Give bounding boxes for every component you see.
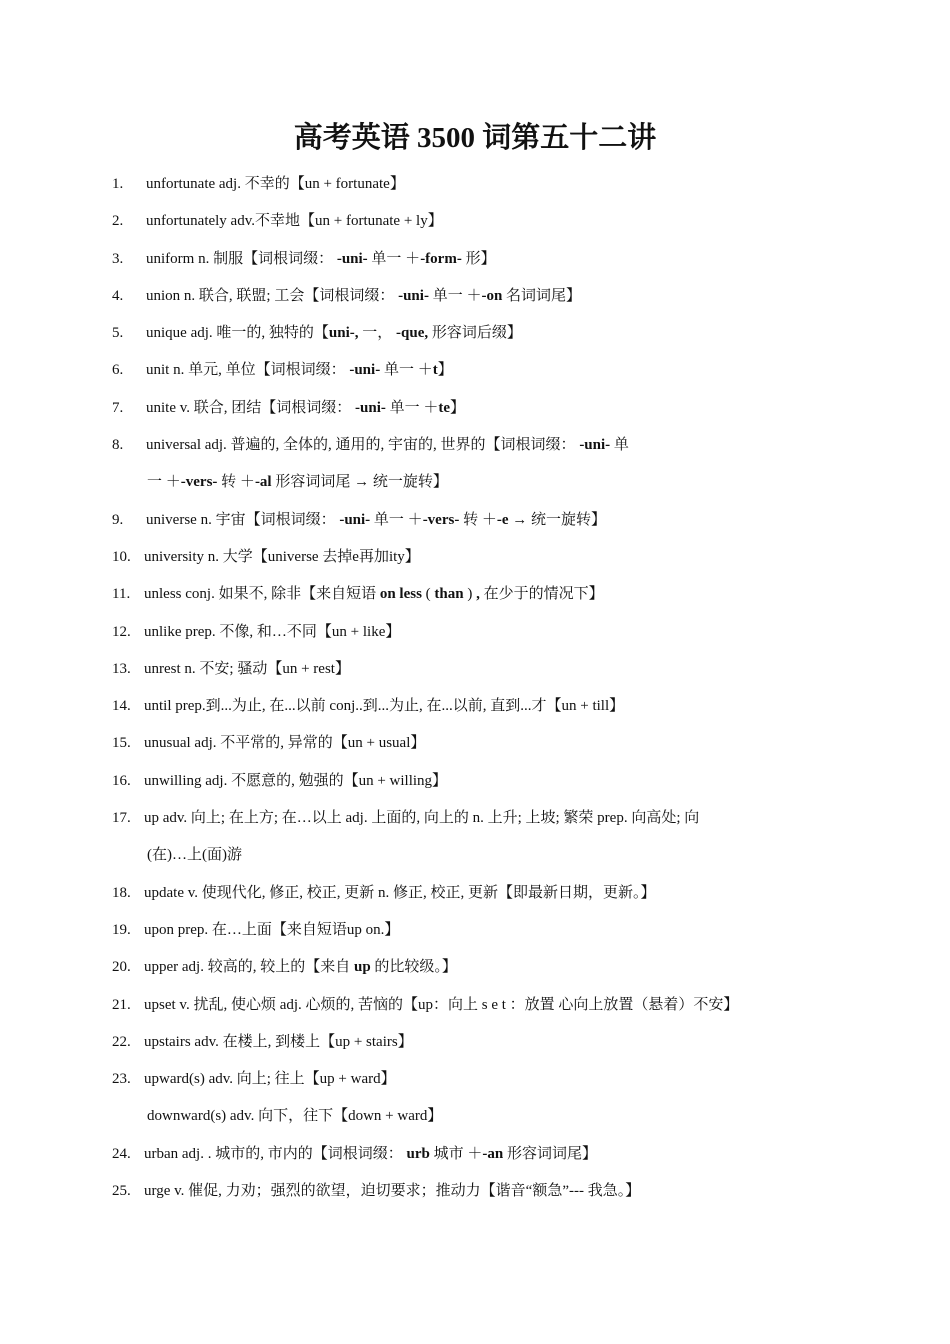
- entry-text: unlike prep. 不像, 和…不同【un + like】: [144, 623, 401, 640]
- entry-text: 形容词后缀】: [428, 325, 522, 342]
- entry-text: 】: [450, 399, 466, 416]
- entry-text: union n. 联合, 联盟; 工会【词根词缀：: [146, 287, 399, 304]
- entry-root-bold: ,: [476, 586, 480, 603]
- entry-text: 形容词词尾】: [503, 1145, 597, 1162]
- entry-root-bold: -e: [496, 511, 509, 528]
- entry-root-bold: -uni-: [336, 250, 368, 267]
- vocab-entry-continuation: [112, 837, 892, 874]
- entry-root-bold: on less: [379, 586, 422, 603]
- entry-text: 城市 ＋: [429, 1145, 483, 1162]
- vocab-entry: [112, 203, 892, 240]
- entry-text: 】: [437, 362, 453, 379]
- entry-text: unless conj. 如果不, 除非【来自短语: [144, 586, 380, 603]
- vocab-entry: [112, 875, 892, 912]
- entry-text: 一 ＋: [147, 474, 181, 491]
- entry-number: 22.: [112, 1033, 131, 1050]
- vocab-entry: [112, 800, 892, 837]
- entry-root-bold: up: [353, 959, 371, 976]
- vocab-entry: [112, 1136, 892, 1173]
- entry-text: upward(s) adv. 向上; 往上【up + ward】: [144, 1071, 396, 1088]
- entry-text: 形容词词尾 → 统一旋转】: [271, 474, 448, 491]
- entry-text: upset v. 扰乱, 使心烦 adj. 心烦的, 苦恼的【up：向上 s e t ：放置 心向上放置（悬着）不安】: [144, 996, 739, 1013]
- vocab-entry: [112, 1061, 892, 1098]
- entry-root-bold: -que,: [396, 325, 429, 342]
- vocab-entry: [112, 651, 892, 688]
- entry-text: uniform n. 制服【词根词缀：: [146, 250, 337, 267]
- entry-root-bold: -al: [254, 474, 272, 491]
- vocab-entry: [112, 315, 892, 352]
- entry-number: 23.: [112, 1071, 131, 1088]
- entry-number: 10.: [112, 548, 131, 565]
- entry-text: ): [463, 586, 477, 603]
- entry-text: 在少于的情况下】: [479, 586, 604, 603]
- entry-number: 5.: [112, 325, 124, 342]
- entry-root-bold: -an: [482, 1145, 504, 1162]
- vocab-entry: [112, 502, 892, 539]
- entry-text: (在)…上(面)游: [147, 847, 242, 864]
- entry-text: 形】: [461, 250, 496, 267]
- entry-text: 单一 ＋: [380, 362, 433, 379]
- entry-text: 转 ＋: [459, 511, 497, 528]
- entry-text: until prep.到...为止, 在...以前 conj..到...为止, 在...以前, 直到...才【un + till】: [144, 698, 625, 715]
- entry-text: upon prep. 在…上面【来自短语up on.】: [144, 921, 400, 938]
- entry-text: 的比较级。】: [370, 959, 457, 976]
- vocab-entry: [112, 427, 892, 464]
- entry-text: upper adj. 较高的, 较上的【来自: [144, 959, 354, 976]
- vocab-entry: [112, 390, 892, 427]
- entry-text: 一，: [358, 325, 397, 342]
- page-title: 高考英语 3500 词第五十二讲: [293, 122, 657, 154]
- entry-number: 16.: [112, 772, 131, 789]
- entry-number: 24.: [112, 1145, 131, 1162]
- entry-root-bold: -uni-: [339, 511, 371, 528]
- entry-root-bold: t: [432, 362, 438, 379]
- entry-text: unite v. 联合, 团结【词根词缀：: [146, 399, 356, 416]
- entry-text: 转 ＋: [217, 474, 255, 491]
- vocab-entry: [112, 278, 892, 315]
- entry-text: university n. 大学【universe 去掉e再加ity】: [144, 548, 420, 565]
- entry-number: 1.: [112, 176, 124, 192]
- entry-number: 4.: [112, 287, 124, 304]
- entry-number: 20.: [112, 959, 131, 976]
- entry-number: 11.: [112, 586, 131, 603]
- entry-root-bold: -uni-: [579, 437, 611, 454]
- entry-root-bold: -uni-: [355, 399, 386, 416]
- entry-text: universe n. 宇宙【词根词缀：: [146, 511, 340, 528]
- entry-text: urge v. 催促, 力劝；强烈的欲望，迫切要求；推动力【谐音“额急”--- 我急。】: [144, 1183, 641, 1200]
- entry-root-bold: -form-: [420, 250, 462, 267]
- entry-root-bold: than: [434, 586, 464, 603]
- entry-text: unwilling adj. 不愿意的, 勉强的【un + willing】: [144, 772, 448, 789]
- entry-root-bold: -vers-: [180, 474, 218, 491]
- vocab-entry: [112, 1024, 892, 1061]
- entry-root-bold: urb: [406, 1145, 430, 1162]
- vocab-entry-continuation: [112, 464, 892, 501]
- vocab-entry: [112, 725, 892, 762]
- entry-root-bold: uni-,: [328, 325, 359, 342]
- entry-text: → 统一旋转】: [508, 511, 607, 528]
- entry-number: 13.: [112, 660, 131, 677]
- entry-text: 单一 ＋: [367, 250, 421, 267]
- entry-text: urban adj. . 城市的, 市内的【词根词缀：: [144, 1145, 407, 1162]
- entry-text: 单: [610, 437, 629, 454]
- entry-number: 18.: [112, 884, 131, 901]
- vocab-entry: [112, 688, 892, 725]
- entry-number: 17.: [112, 810, 131, 827]
- entry-number: 8.: [112, 437, 124, 454]
- entry-root-bold: -uni-: [398, 287, 429, 304]
- entry-text: unusual adj. 不平常的, 异常的【un + usual】: [144, 735, 426, 752]
- entry-text: (: [421, 586, 435, 603]
- entry-root-bold: -on: [481, 287, 503, 304]
- vocab-entry: [112, 614, 892, 651]
- entry-number: 14.: [112, 698, 131, 715]
- entry-text: upstairs adv. 在楼上, 到楼上【up + stairs】: [144, 1033, 413, 1050]
- entry-text: 名词词尾】: [502, 287, 582, 304]
- entry-root-bold: -uni-: [349, 362, 381, 379]
- entry-text: 单一 ＋: [385, 399, 439, 416]
- entry-text: unfortunate adj. 不幸的【un + fortunate】: [146, 176, 405, 192]
- entry-root-bold: te: [438, 399, 451, 416]
- entry-text: 单一 ＋: [370, 511, 423, 528]
- vocab-entry: [112, 166, 892, 203]
- entry-number: 9.: [112, 511, 124, 528]
- entry-text: 单一 ＋: [428, 287, 482, 304]
- entry-number: 15.: [112, 735, 131, 752]
- entry-text: unit n. 单元, 单位【词根词缀：: [146, 362, 350, 379]
- vocab-entry: [112, 241, 892, 278]
- vocab-entry: [112, 576, 892, 613]
- vocab-entry: [112, 352, 892, 389]
- entry-number: 3.: [112, 250, 124, 267]
- entry-number: 2.: [112, 213, 124, 230]
- entry-text: update v. 使现代化, 修正, 校正, 更新 n. 修正, 校正, 更新【即最新日期，更新。】: [144, 884, 656, 901]
- entry-number: 25.: [112, 1183, 131, 1200]
- vocab-entry: [112, 763, 892, 800]
- entry-root-bold: -vers-: [422, 511, 460, 528]
- entry-number: 12.: [112, 623, 131, 640]
- entry-number: 21.: [112, 996, 131, 1013]
- vocab-entry: [112, 987, 892, 1024]
- entry-text: unfortunately adv.不幸地【un + fortunate + ly】: [146, 213, 443, 230]
- entry-number: 6.: [112, 362, 124, 379]
- vocab-entry: [112, 1173, 892, 1210]
- entry-text: unrest n. 不安; 骚动【un + rest】: [144, 660, 350, 677]
- entry-text: unique adj. 唯一的, 独特的【: [146, 325, 329, 342]
- vocab-entry: [112, 949, 892, 986]
- entry-text: downward(s) adv. 向下，往下【down + ward】: [147, 1108, 443, 1125]
- entry-text: universal adj. 普遍的, 全体的, 通用的, 宇宙的, 世界的【词根词缀：: [146, 437, 580, 454]
- entry-text: up adv. 向上; 在上方; 在…以上 adj. 上面的, 向上的 n. 上升; 上坡; 繁荣 prep. 向高处; 向: [144, 810, 700, 827]
- entry-number: 19.: [112, 921, 131, 938]
- vocab-entry: [112, 912, 892, 949]
- vocab-list: [112, 166, 892, 1210]
- entry-number: 7.: [112, 399, 124, 416]
- vocab-entry-continuation: [112, 1098, 892, 1135]
- vocab-entry: [112, 539, 892, 576]
